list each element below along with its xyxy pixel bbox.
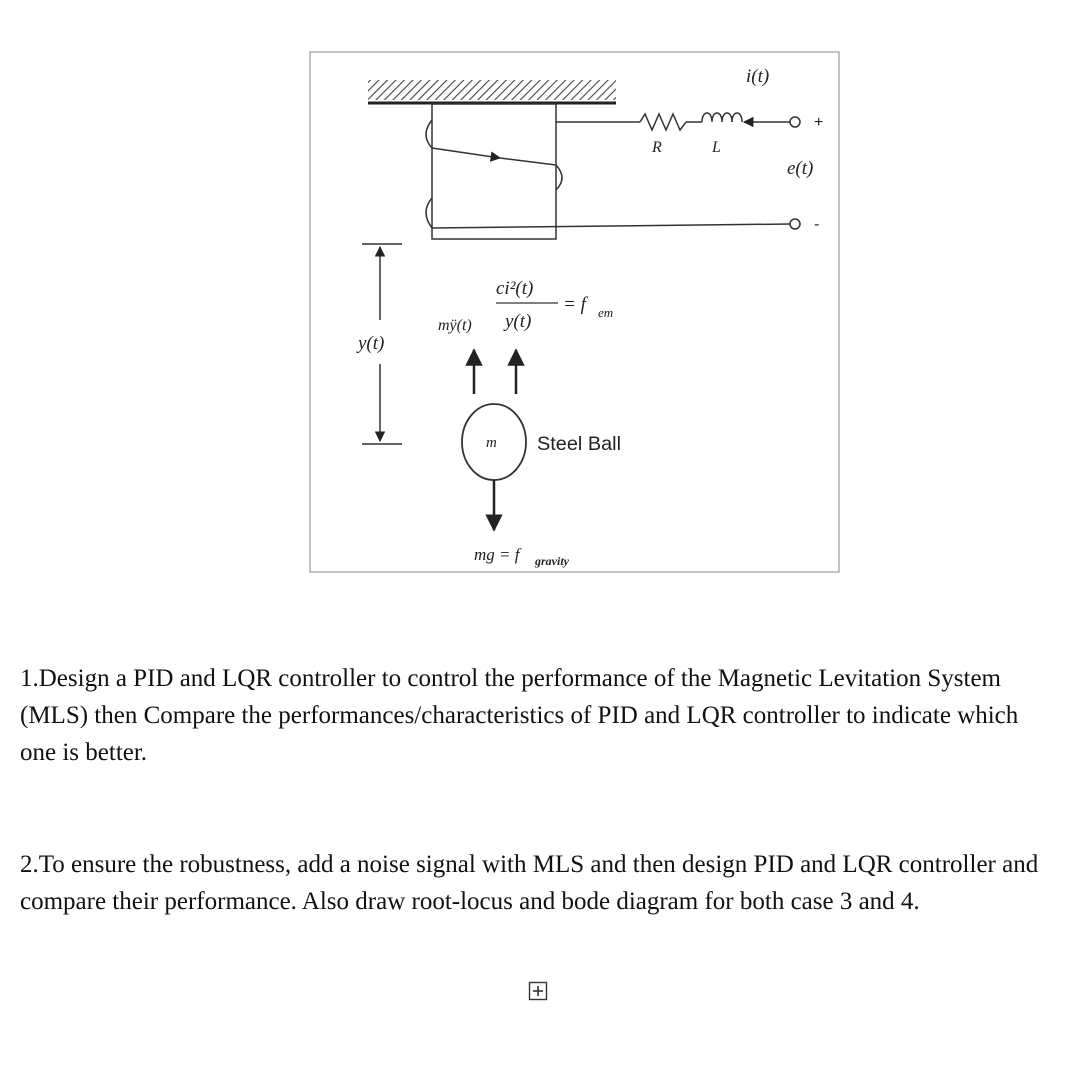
minus-terminal-circle [790, 219, 800, 229]
expand-icon[interactable] [528, 981, 548, 1001]
force-numerator: ci²(t) [496, 278, 534, 299]
force-rhs-sub: em [598, 305, 614, 320]
current-label: i(t) [746, 66, 770, 87]
question-2: 2.To ensure the robustness, add a noise signal with MLS and then design PID and LQR controller and compare their performance. Also draw root-locus and bode diagram for both case 3 and 4. [20, 851, 1039, 915]
ceiling-hatch [368, 80, 616, 100]
mass-label: m [486, 435, 497, 451]
gravity-label-sub: gravity [535, 554, 569, 568]
inductor-label: L [712, 139, 721, 156]
question-1: 1.Design a PID and LQR controller to control the performance of the Magnetic Levitation System (MLS) then Compare the performances/characteristics of PID and LQR controller to indicate which one is better. [20, 665, 1019, 766]
force-rhs: = f [563, 294, 586, 315]
gravity-label: mg = f [474, 545, 520, 564]
resistor-label: R [652, 139, 662, 156]
force-denominator: y(t) [505, 311, 532, 332]
ball-label: Steel Ball [537, 434, 621, 455]
position-label: y(t) [358, 333, 385, 354]
inertia-label: mÿ(t) [438, 317, 472, 334]
plus-terminal-label: + [814, 114, 824, 131]
minus-terminal-label: - [814, 216, 820, 233]
plus-terminal-circle [790, 117, 800, 127]
voltage-label: e(t) [787, 158, 814, 179]
